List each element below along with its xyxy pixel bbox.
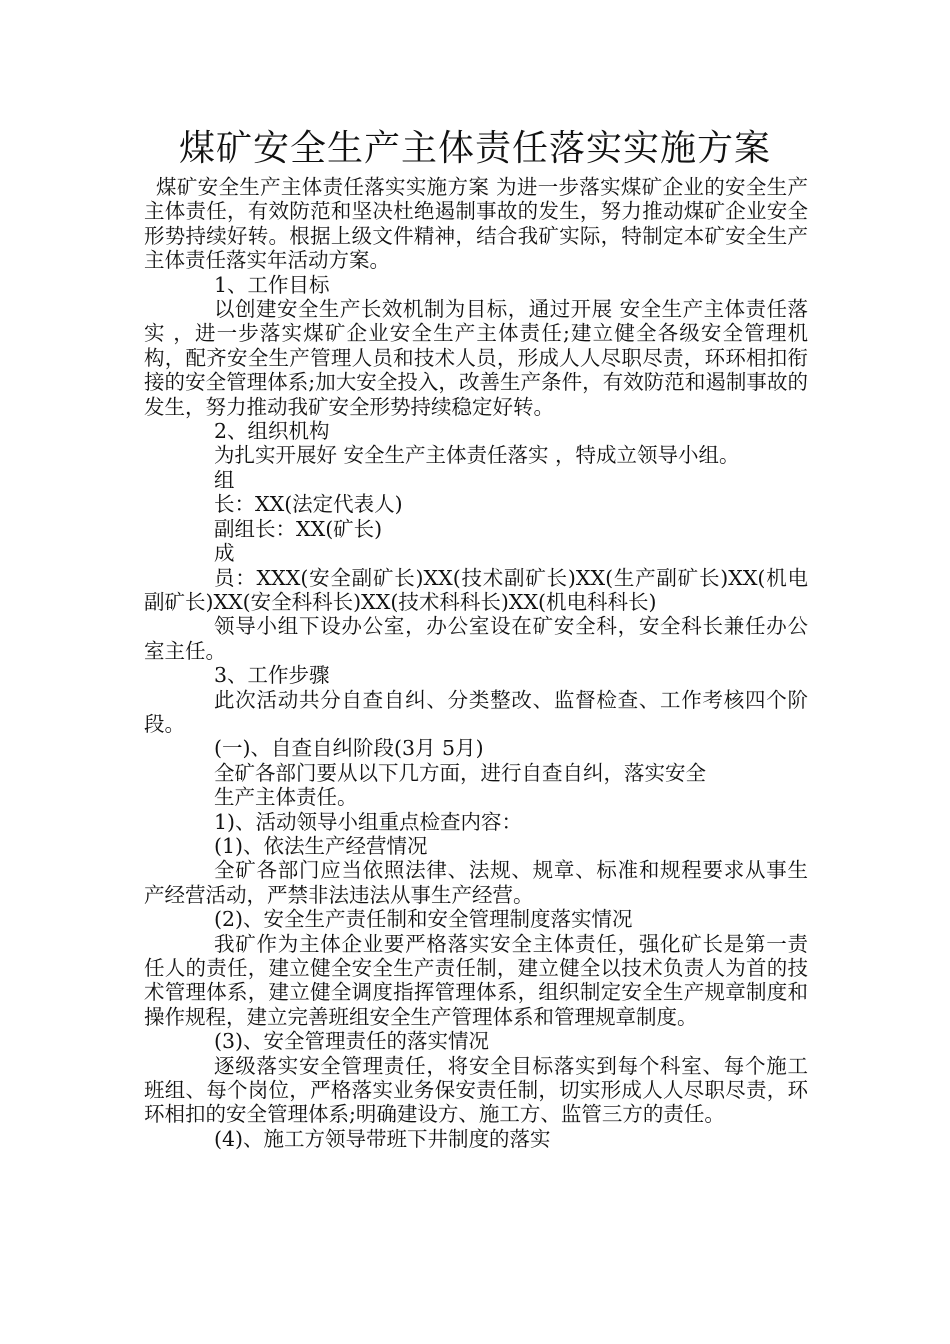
paragraph: 1)、活动领导小组重点检查内容：: [214, 809, 523, 834]
document-title: 煤矿安全生产主体责任落实实施方案: [178, 128, 771, 169]
section-heading: 1、工作目标: [214, 272, 330, 297]
paragraph: 副组长：XX(矿长): [214, 516, 383, 541]
paragraph: 生产主体责任。: [214, 785, 358, 810]
paragraph: (3)、安全管理责任的落实情况: [214, 1029, 490, 1054]
paragraph: 领导小组下设办公室，办公室设在矿安全科，安全科长兼任办公室主任。: [144, 614, 808, 663]
paragraph: 此次活动共分自查自纠、分类整改、监督检查、工作考核四个阶段。: [144, 687, 808, 736]
paragraph: 煤矿安全生产主体责任落实实施方案 为进一步落实煤矿企业的安全生产主体责任，有效防范和坚决杜绝遏制事故的发生，努力推动煤矿企业安全形势持续好转。根据上级文件精神，结合我矿实际，特制定本矿安全生产主体责任落实年活动方案。: [144, 175, 808, 273]
paragraph: (4)、施工方领导带班下井制度的落实: [214, 1126, 551, 1151]
paragraph: 以创建安全生产长效机制为目标，通过开展 安全生产主体责任落实 ，进一步落实煤矿企业安全生产主体责任;建立健全各级安全管理机构，配齐安全生产管理人员和技术人员，形成人人尽职尽责，环环相扣衔接的安全管理体系;加大安全投入，改善生产条件，有效防范和遏制事故的发生，努力推动我矿安全形势持续稳定好转。: [144, 297, 808, 419]
paragraph: 我矿作为主体企业要严格落实安全主体责任，强化矿长是第一责任人的责任，建立健全安全生产责任制，建立健全以技术负责人为首的技术管理体系，建立健全调度指挥管理体系，组织制定安全生产规章制度和操作规程，建立完善班组安全生产管理体系和管理规章制度。: [144, 931, 808, 1029]
paragraph: 全矿各部门要从以下几方面，进行自查自纠，落实安全: [214, 760, 706, 785]
paragraph: (1)、依法生产经营情况: [214, 833, 428, 858]
paragraph: 成: [214, 541, 235, 566]
paragraph: (2)、安全生产责任制和安全管理制度落实情况: [214, 907, 633, 932]
paragraph: 长：XX(法定代表人): [214, 492, 403, 517]
paragraph: (一)、自查自纠阶段(3月 5月): [214, 736, 484, 761]
paragraph: 组: [214, 467, 235, 492]
section-heading: 3、工作步骤: [214, 663, 330, 688]
paragraph: 员：XXX(安全副矿长)XX(技术副矿长)XX(生产副矿长)XX(机电副矿长)XX(安全科科长)XX(技术科科长)XX(机电科科长): [144, 565, 808, 614]
document-body: [144, 175, 808, 1151]
section-heading: 2、组织机构: [214, 419, 330, 444]
paragraph: 逐级落实安全管理责任，将安全目标落实到每个科室、每个施工班组、每个岗位，严格落实业务保安责任制，切实形成人人尽职尽责，环环相扣的安全管理体系;明确建设方、施工方、监管三方的责任。: [144, 1053, 808, 1127]
paragraph: 为扎实开展好 安全生产主体责任落实 ，特成立领导小组。: [214, 443, 740, 468]
paragraph: 全矿各部门应当依照法律、法规、规章、标准和规程要求从事生产经营活动，严禁非法违法从事生产经营。: [144, 858, 808, 907]
